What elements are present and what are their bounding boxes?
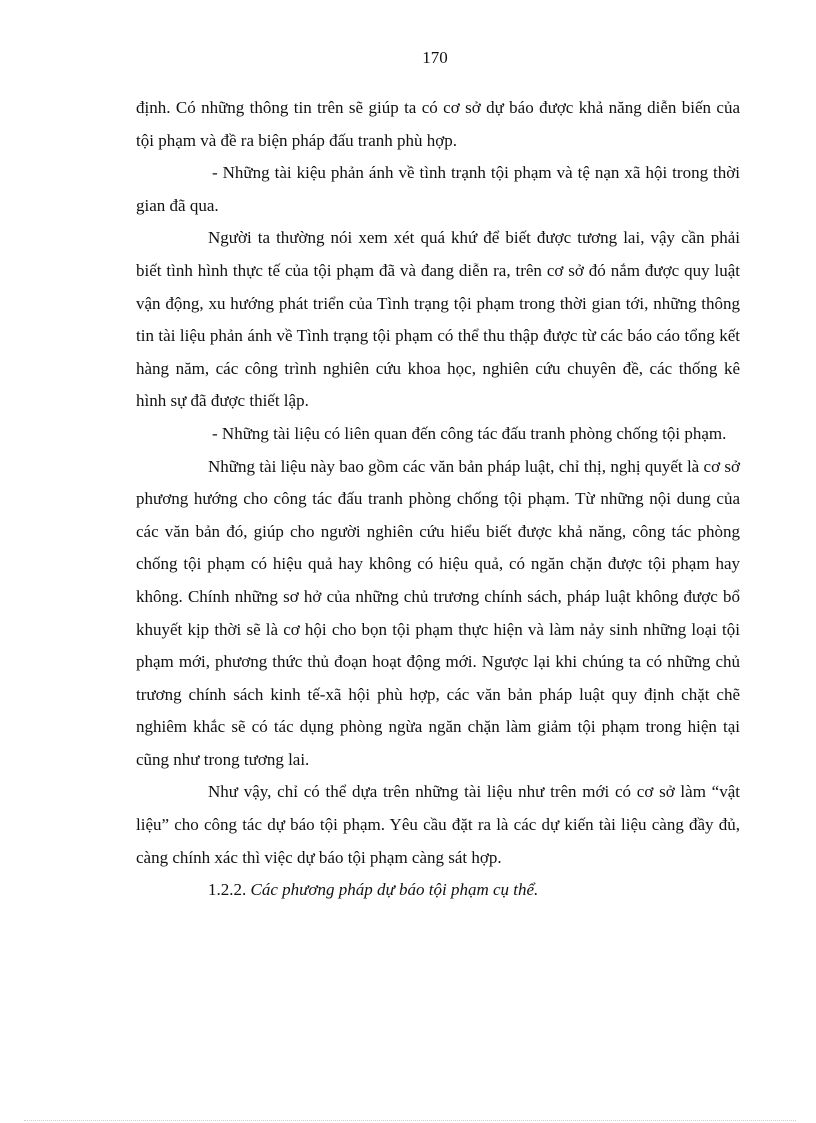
paragraph-past-future: Người ta thường nói xem xét quá khứ để biết được tương lai, vậy cần phải biết tình hình thực tế của tội phạm đã và đang diễn ra, trên cơ sở đó nắm được quy luật vận động, xu hướng phát triển của Tình trạng tội phạm trong thời gian tới, những thông tin tài liệu phản ánh về Tình trạng tội phạm có thể thu thập được từ các báo cáo tổng kết hàng năm, các công trình nghiên cứu khoa học, nghiên cứu chuyên đề, các thống kê hình sự đã được thiết lập.	[136, 228, 740, 411]
paragraph-bullet-crime-status: - Những tài kiệu phản ánh về tình trạnh tội phạm và tệ nạn xã hội trong thời gian đã qua.	[136, 163, 740, 215]
paragraph-conclusion: Như vậy, chỉ có thể dựa trên những tài liệu như trên mới có cơ sở làm “vật liệu” cho công tác dự báo tội phạm. Yêu cầu đặt ra là các dự kiến tài liệu càng đầy đủ, càng chính xác thì việc dự báo tội phạm càng sát hợp.	[136, 782, 740, 867]
paragraph-continuation: định. Có những thông tin trên sẽ giúp ta có cơ sở dự báo được khả năng diễn biến của tội phạm và đề ra biện pháp đấu tranh phù hợp.	[136, 98, 740, 150]
paragraph-legal-documents: Những tài liệu này bao gồm các văn bản pháp luật, chỉ thị, nghị quyết là cơ sở phương hướng cho công tác đấu tranh phòng chống tội phạm. Từ những nội dung của các văn bản đó, giúp cho người nghiên cứu hiểu biết được khả năng, công tác phòng chống tội phạm có hiệu quả hay không có hiệu quả, có ngăn chặn được tội phạm hay không. Chính những sơ hở của những chủ trương chính sách, pháp luật không được bổ khuyết kịp thời sẽ là cơ hội cho bọn tội phạm thực hiện và làm nảy sinh những loại tội phạm mới, phương thức thủ đoạn hoạt động mới. Ngược lại khi chúng ta có những chủ trương chính sách kinh tế-xã hội phù hợp, các văn bản pháp luật quy định chặt chẽ nghiêm khắc sẽ có tác dụng phòng ngừa ngăn chặn làm giảm tội phạm trong hiện tại cũng như trong tương lai.	[136, 456, 740, 769]
section-heading-number: 1.2.2.	[208, 880, 247, 900]
page-number: 170	[422, 48, 448, 67]
page-bottom-divider	[24, 1120, 796, 1121]
section-heading	[136, 874, 740, 907]
paragraph-bullet-prevention-docs: - Những tài liệu có liên quan đến công tác đấu tranh phòng chống tội phạm.	[212, 423, 727, 443]
document-body	[136, 92, 740, 907]
section-heading-title: Các phương pháp dự báo tội phạm cụ thể.	[250, 880, 539, 900]
